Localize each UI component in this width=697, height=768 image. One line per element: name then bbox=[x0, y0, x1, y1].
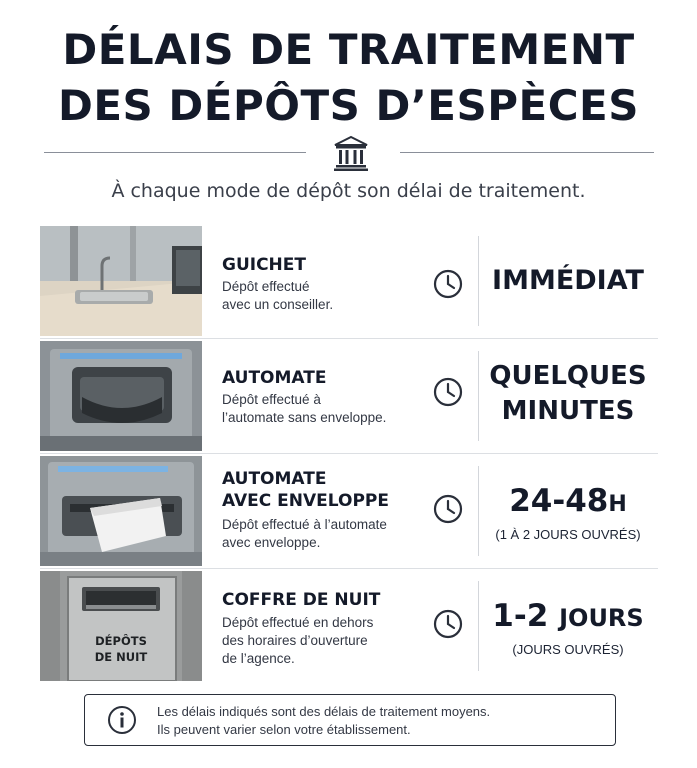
delay-value: IMMÉDIAT bbox=[492, 265, 644, 296]
row-separator bbox=[40, 568, 658, 569]
mode-name: COFFRE DE NUIT bbox=[222, 590, 381, 610]
info-text: Les délais indiqués sont des délais de traitement moyens. Ils peuvent varier selon votre établissement. bbox=[157, 704, 491, 737]
mode-name: GUICHET bbox=[222, 255, 306, 275]
row-separator bbox=[40, 338, 658, 339]
mode-name: AUTOMATE bbox=[222, 368, 327, 388]
divider-left bbox=[44, 152, 306, 153]
night-safe-photo bbox=[40, 571, 202, 681]
title-line-1: DÉLAIS DE TRAITEMENT bbox=[62, 25, 635, 74]
info-notice bbox=[84, 694, 616, 746]
delay-note: (1 À 2 JOURS OUVRÉS) bbox=[495, 527, 641, 542]
row-guichet bbox=[40, 226, 658, 336]
mode-description: Dépôt effectué en dehors des horaires d’ouverture de l’agence. bbox=[222, 615, 374, 666]
clock-icon bbox=[432, 608, 464, 640]
title-line-2: DES DÉPÔTS D’ESPÈCES bbox=[58, 81, 639, 130]
envelope-atm-photo bbox=[40, 456, 202, 566]
delay-value: 24-48H bbox=[509, 483, 627, 519]
row-automate-enveloppe bbox=[40, 456, 658, 566]
mode-description: Dépôt effectué à l’automate sans enveloppe. bbox=[222, 392, 387, 425]
subtitle: À chaque mode de dépôt son délai de traitement. bbox=[111, 180, 586, 202]
divider-right bbox=[400, 152, 654, 153]
night-safe-label: DÉPÔTS DE NUIT bbox=[94, 634, 148, 664]
clock-icon bbox=[432, 376, 464, 408]
row-automate bbox=[40, 341, 658, 451]
row-separator bbox=[40, 453, 658, 454]
row-coffre-de-nuit bbox=[40, 571, 658, 681]
clock-icon bbox=[432, 493, 464, 525]
clock-icon bbox=[432, 268, 464, 300]
delay-note: (JOURS OUVRÉS) bbox=[512, 642, 624, 657]
counter-photo bbox=[40, 226, 202, 336]
mode-description: Dépôt effectué avec un conseiller. bbox=[222, 279, 334, 312]
atm-photo bbox=[40, 341, 202, 451]
bank-icon bbox=[331, 133, 371, 173]
page-title bbox=[0, 22, 697, 134]
mode-description: Dépôt effectué à l’automate avec enveloppe. bbox=[222, 517, 387, 550]
delay-value: QUELQUES MINUTES bbox=[489, 361, 647, 426]
info-icon bbox=[107, 705, 137, 735]
delay-value: 1-2 JOURS bbox=[492, 598, 644, 634]
mode-name: AUTOMATE AVEC ENVELOPPE bbox=[222, 469, 389, 511]
